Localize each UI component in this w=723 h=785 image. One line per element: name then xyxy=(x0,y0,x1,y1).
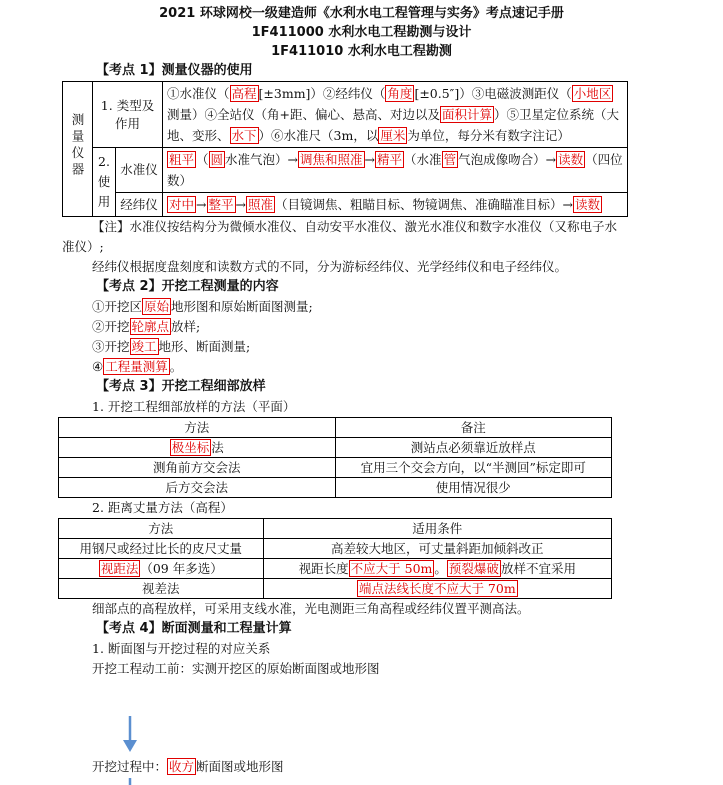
kp4-heading: 【考点 4】断面测量和工程量计算 xyxy=(96,621,292,636)
layout-method-table xyxy=(58,417,612,498)
kp2-item-1: ①开挖区 原始 地形图和原始断面图测量; xyxy=(92,299,313,314)
level-label: 水准仪 xyxy=(116,148,163,193)
kp4-sub1: 1. 断面图与开挖过程的对应关系 xyxy=(92,641,271,656)
theodolite-label: 经纬仪 xyxy=(116,193,163,217)
down-arrow-icon-2 xyxy=(122,778,138,785)
instrument-table xyxy=(62,81,628,217)
kp2-item-4: ④ 工程量测算 。 xyxy=(92,359,183,374)
down-arrow-icon xyxy=(122,716,138,754)
kp2-heading: 【考点 2】开挖工程测量的内容 xyxy=(96,279,279,294)
row2-label: 2. 使用 xyxy=(93,148,116,217)
distance-method-table xyxy=(58,518,612,599)
level-steps: 粗平 （ 圆 水准气泡）→ 调焦和照准 → 精平 （水准 管 气泡成像吻合）→ 读数 （四位数） xyxy=(163,148,628,193)
kp4-line1: 开挖工程动工前：实测开挖区的原始断面图或地形图 xyxy=(92,661,380,676)
kp2-item-3: ③开挖 竣工 地形、断面测量; xyxy=(92,339,251,354)
col-instrument: 测量仪器 xyxy=(63,82,93,217)
doc-subtitle-2: 1F411010 水利水电工程勘测 xyxy=(271,44,452,59)
row1-content: ①水准仪（ 高程 [±3mm]）②经纬仪（ 角度 [±0.5″]）③电磁波测距仪（ 小地区测量）④全站仪（角+距、偏心、悬高、对边以及 面积计算 ）⑤卫星定位系统（大地、变形、 水下 ）⑥水准尺（3m，以 厘米 为单位，每分米有数字注记） xyxy=(163,82,628,148)
kp1-heading: 【考点 1】测量仪器的使用 xyxy=(96,63,253,78)
table-row: 极坐标 法 测站点必须靠近放样点 xyxy=(59,438,612,458)
table-row: 视差法 端点法线长度不应大于 70m xyxy=(59,579,612,599)
note-level: 【注】水准仪按结构分为微倾水准仪、自动安平水准仪、激光水准仪和数字水准仪（又称电子水准仪）; xyxy=(62,219,618,254)
kp3-sub1: 1. 开挖工程细部放样的方法（平面） xyxy=(92,399,296,414)
doc-title: 2021 环球网校一级建造师《水利水电工程管理与实务》考点速记手册 xyxy=(159,6,564,21)
kp3-sub2: 2. 距离丈量方法（高程） xyxy=(92,500,233,515)
t2-header-cond: 适用条件 xyxy=(263,519,611,539)
kp2-item-2: ②开挖 轮廓点 放样; xyxy=(92,319,201,334)
t1-header-method: 方法 xyxy=(59,418,336,438)
table-row: 用钢尺或经过比长的皮尺丈量 高差较大地区，可丈量斜距加倾斜改正 xyxy=(59,539,612,559)
table-row: 后方交会法 使用情况很少 xyxy=(59,478,612,498)
note-theodolite: 经纬仪根据度盘刻度和读数方式的不同，分为游标经纬仪、光学经纬仪和电子经纬仪。 xyxy=(92,259,568,274)
kp3-heading: 【考点 3】开挖工程细部放样 xyxy=(96,379,266,394)
row1-label: 1. 类型及作用 xyxy=(93,82,163,148)
t2-header-method: 方法 xyxy=(59,519,264,539)
table-row: 测角前方交会法 宜用三个交会方向，以“半测回”标定即可 xyxy=(59,458,612,478)
kp4-line2: 开挖过程中： 收方 断面图或地形图 xyxy=(92,759,284,774)
t1-header-note: 备注 xyxy=(335,418,612,438)
doc-subtitle-1: 1F411000 水利水电工程勘测与设计 xyxy=(251,25,472,40)
table-row: 视距法 （09 年多选） 视距长度 不应大于 50m 。 预裂爆破 放样不宜采用 xyxy=(59,559,612,579)
theodolite-steps: 对中 → 整平 → 照准 （目镜调焦、粗瞄目标、物镜调焦、准确瞄准目标）→ 读数 xyxy=(163,193,628,217)
kp3-footer: 细部点的高程放样，可采用支线水准，光电测距三角高程或经纬仪置平测高法。 xyxy=(92,601,530,616)
